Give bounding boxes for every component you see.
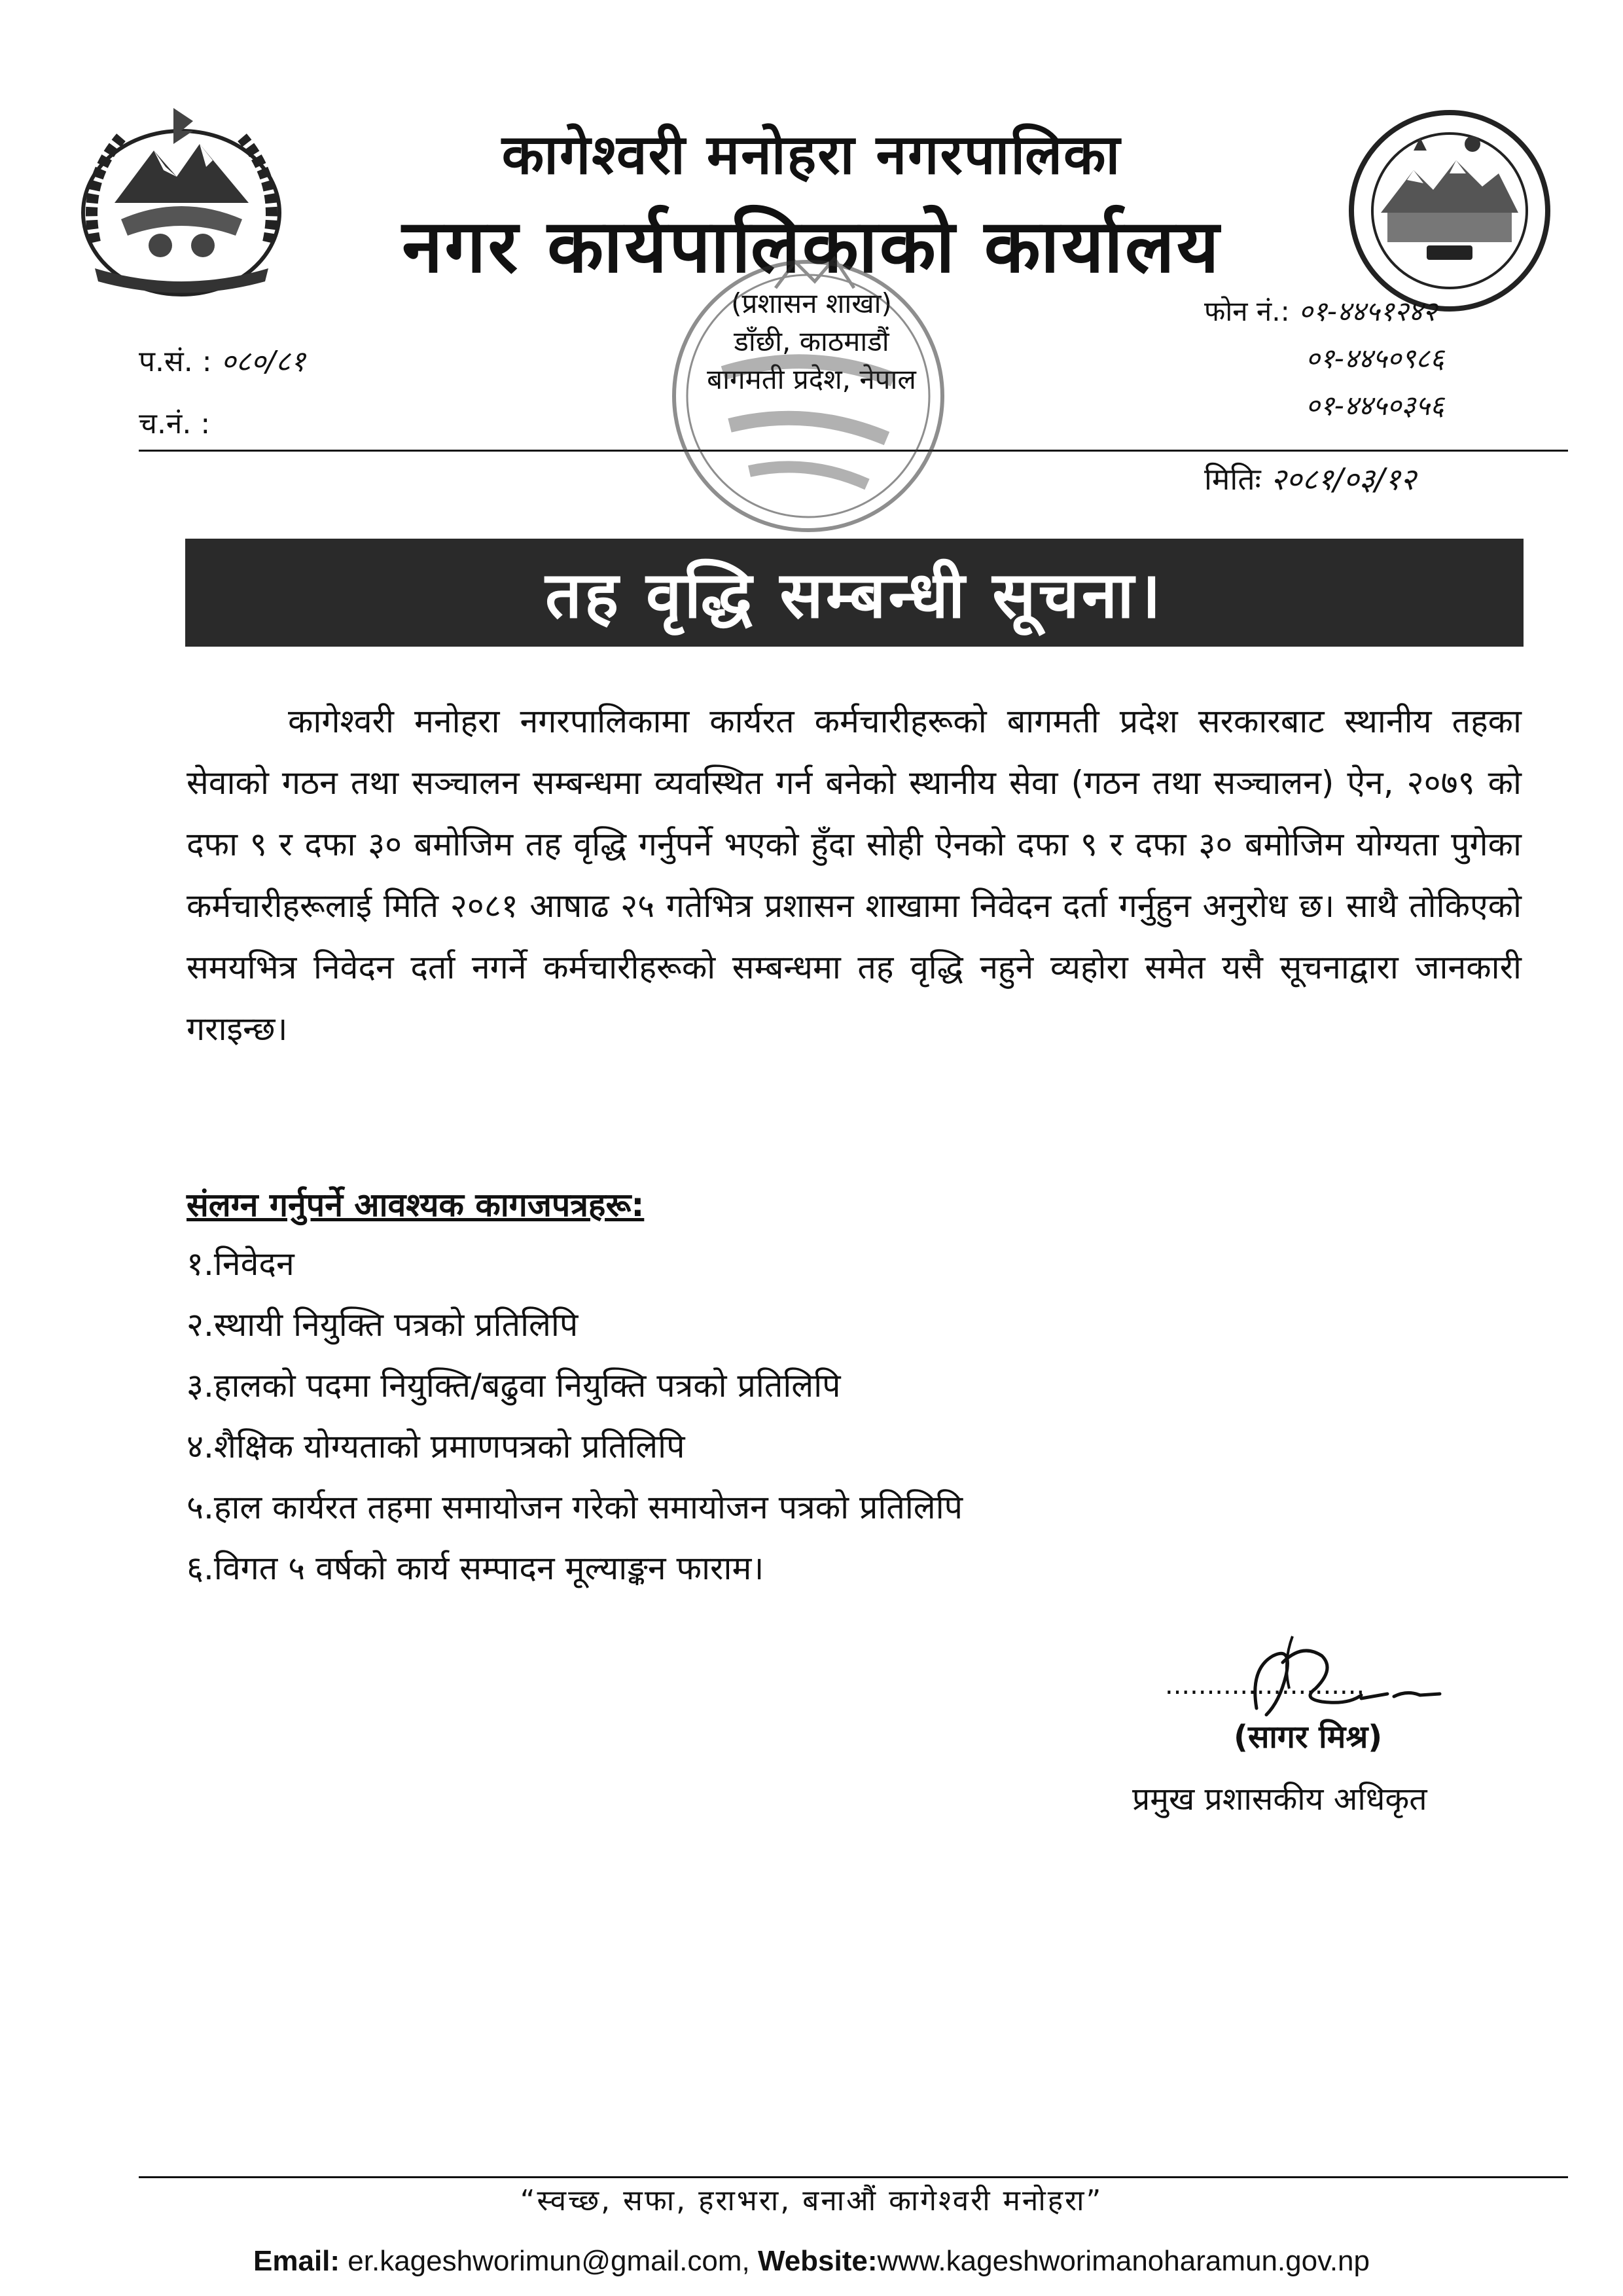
date-value: २०८१/०३/१२: [1270, 461, 1416, 497]
footer-slogan: “स्वच्छ, सफा, हराभरा, बनाऔं कागेश्वरी मनोहरा”: [520, 2184, 1103, 2217]
email-link[interactable]: er.kageshworimun@gmail.com,: [348, 2245, 750, 2277]
office-name: नगर कार्यपालिकाको कार्यालय: [402, 204, 1221, 289]
address-line2: बागमती प्रदेश, नेपाल: [707, 363, 916, 395]
documents-heading: संलग्न गर्नुपर्ने आवश्यक कागजपत्रहरू:: [187, 1186, 645, 1224]
notice-title: तह वृद्धि सम्बन्धी सूचना।: [545, 558, 1164, 633]
address-line1: डाँछी, काठमाडौं: [734, 325, 889, 357]
office-stamp: [664, 249, 952, 543]
list-item: २.स्थायी नियुक्ति पत्रको प्रतिलिपि: [187, 1306, 579, 1344]
phone-block: [1204, 288, 1444, 429]
website-label: Website:: [757, 2245, 878, 2277]
branch-name: (प्रशासन शाखा): [731, 287, 892, 319]
list-item: १.निवेदन: [187, 1245, 294, 1283]
signature-dotted-line: ........................: [1165, 1670, 1365, 1700]
ref-number: [139, 331, 306, 393]
date-line: [1204, 458, 1416, 499]
email-label: Email:: [253, 2245, 340, 2277]
footer-divider: [139, 2176, 1568, 2178]
documents-list: [187, 1234, 963, 1599]
list-item: ४.शैक्षिक योग्यताको प्रमाणपत्रको प्रतिलिपि: [187, 1427, 685, 1465]
date-label: मितिः: [1204, 461, 1261, 497]
reference-block: [139, 331, 306, 455]
notice-body: कागेश्वरी मनोहरा नगरपालिकामा कार्यरत कर्मचारीहरूको बागमती प्रदेश सरकारबाट स्थानीय तहका सेवाको गठन तथा सञ्चालन सम्बन्धमा व्यवस्थित गर्न बनेको स्थानीय सेवा (गठन तथा सञ्चालन) ऐन, २०७९ को दफा ९ र दफा ३० बमोजिम तह वृद्धि गर्नुपर्ने भएको हुँदा सोही ऐनको दफा ९ र दफा ३० बमोजिम योग्यता पुगेका कर्मचारीहरूलाई मिति २०८१ आषाढ २५ गतेभित्र प्रशासन शाखामा निवेदन दर्ता गर्नुहुन अनुरोध छ। साथै तोकिएको समयभित्र निवेदन दर्ता नगर्ने कर्मचारीहरूको सम्बन्धमा तह वृद्धि नहुने व्यहोरा समेत यसै सूचनाद्वारा जानकारी गराइन्छ।: [187, 702, 1522, 1048]
list-item: ६.विगत ५ वर्षको कार्य सम्पादन मूल्याङ्कन फाराम।: [187, 1549, 764, 1587]
phone-1: ०१-४४५१२४२: [1298, 295, 1437, 327]
phone-3: ०१-४४५०३५६: [1306, 389, 1444, 422]
list-item: ५.हाल कार्यरत तहमा समायोजन गरेको समायोजन पत्रको प्रतिलिपि: [187, 1488, 963, 1526]
website-link[interactable]: www.kageshworimanoharamun.gov.np: [877, 2245, 1370, 2277]
dispatch-label: च.नं. :: [139, 407, 211, 440]
footer-contact: [0, 2245, 1623, 2278]
signatory-title: प्रमुख प्रशासकीय अधिकृत: [1132, 1781, 1427, 1818]
dispatch-number: [139, 393, 306, 455]
ref-value: ०८०/८१: [221, 345, 306, 378]
ref-label: प.सं. :: [139, 345, 212, 378]
municipality-name: कागेश्वरी मनोहरा नगरपालिका: [501, 122, 1122, 187]
list-item: ३.हालको पदमा नियुक्ति/बढुवा नियुक्ति पत्रको प्रतिलिपि: [187, 1367, 841, 1405]
phone-label: फोन नं.:: [1204, 295, 1290, 327]
phone-2: ०१-४४५०९८६: [1306, 342, 1444, 374]
signatory-name: (सागर मिश्र): [1234, 1719, 1383, 1755]
